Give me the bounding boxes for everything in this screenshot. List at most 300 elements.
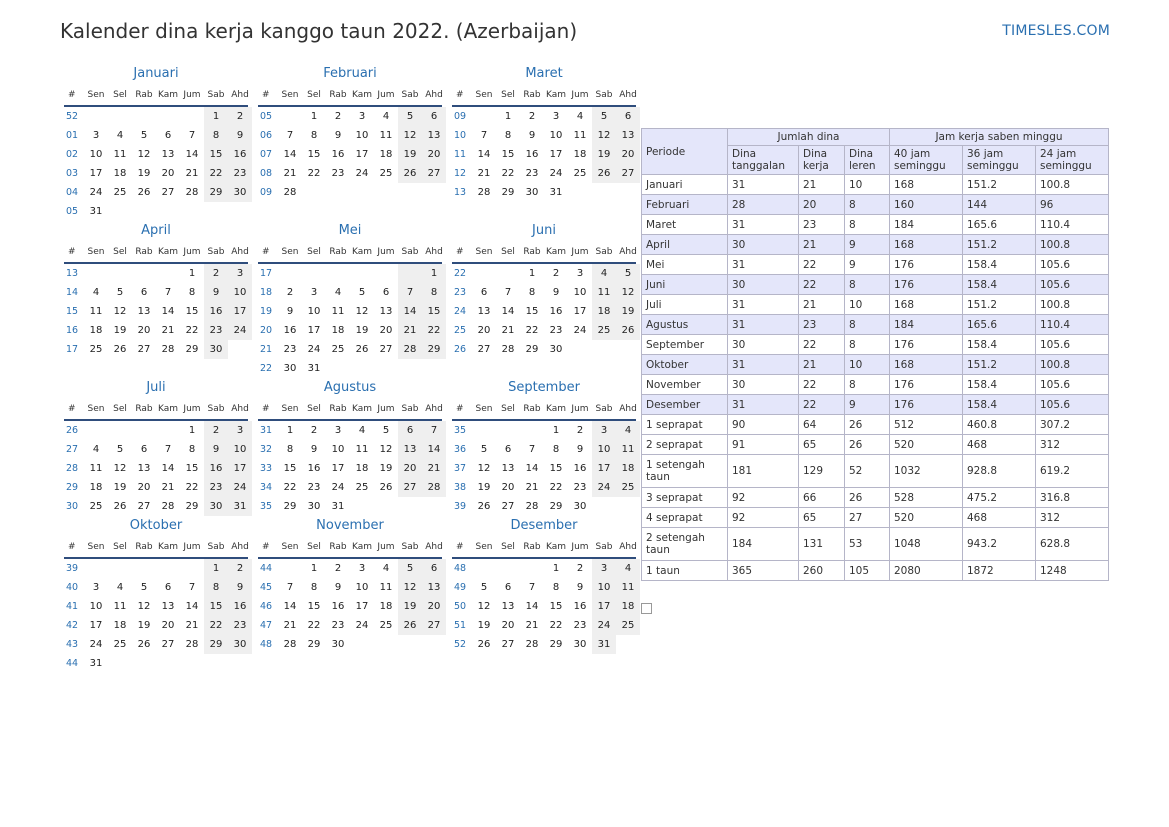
day-cell: 12 xyxy=(113,463,127,474)
weekday-header xyxy=(64,242,248,264)
weekday-label: Sen xyxy=(87,542,105,552)
week-number: 47 xyxy=(260,620,273,631)
day-cell: 25 xyxy=(331,344,345,355)
day-cell: 17 xyxy=(573,306,587,317)
period-label: Desember xyxy=(642,395,728,415)
day-cell: 5 xyxy=(382,425,390,436)
week-row xyxy=(452,459,636,478)
day-cell xyxy=(132,202,156,221)
day-cell: 9 xyxy=(334,582,342,593)
day-cell: 18 xyxy=(355,463,369,474)
table-row xyxy=(642,275,1109,295)
day-cell: 16 xyxy=(204,302,228,321)
day-cell: 10 xyxy=(228,440,252,459)
day-cell: 2 xyxy=(576,563,584,574)
day-cell: 5 xyxy=(116,287,124,298)
table-cell: 468 xyxy=(963,508,1036,528)
table-cell: 52 xyxy=(845,455,890,488)
week-row xyxy=(64,145,248,164)
day-cell: 17 xyxy=(228,302,252,321)
weekday-header xyxy=(258,85,442,107)
week-row xyxy=(452,440,636,459)
day-cell: 28 xyxy=(161,501,175,512)
day-cell xyxy=(374,359,398,378)
day-cell: 16 xyxy=(549,306,563,317)
period-label: 1 setengah taun xyxy=(642,455,728,488)
table-cell: 176 xyxy=(890,335,963,355)
day-cell: 9 xyxy=(228,578,252,597)
week-number: 46 xyxy=(260,601,273,612)
day-cell: 15 xyxy=(422,302,446,321)
day-cell: 26 xyxy=(398,616,422,635)
day-cell: 29 xyxy=(549,639,563,650)
week-row xyxy=(452,478,636,497)
day-cell xyxy=(616,183,640,202)
table-cell: 176 xyxy=(890,255,963,275)
week-row xyxy=(452,616,636,635)
week-row xyxy=(258,421,442,440)
weekday-label: Rab xyxy=(523,404,541,414)
period-label: 2 seprapat xyxy=(642,435,728,455)
table-cell: 10 xyxy=(845,295,890,315)
weekday-label: Sen xyxy=(475,542,493,552)
week-number: 30 xyxy=(66,501,79,512)
month-calendar xyxy=(64,63,248,221)
day-cell: 23 xyxy=(228,616,252,635)
day-cell: 23 xyxy=(549,325,563,336)
week-row xyxy=(64,302,248,321)
weekday-label: Ahd xyxy=(231,404,249,414)
month-title: Januari xyxy=(133,66,179,81)
day-cell: 27 xyxy=(161,639,175,650)
day-cell: 22 xyxy=(549,620,563,631)
weekday-label: Sel xyxy=(113,542,127,552)
table-cell: 260 xyxy=(799,561,845,581)
week-row xyxy=(258,497,442,516)
table-cell: 53 xyxy=(845,528,890,561)
week-number-header: # xyxy=(68,90,76,100)
day-cell: 29 xyxy=(185,501,199,512)
day-cell xyxy=(108,559,132,578)
table-cell: 151.2 xyxy=(963,235,1036,255)
week-row xyxy=(258,559,442,578)
day-cell: 15 xyxy=(525,306,539,317)
day-cell: 12 xyxy=(477,463,491,474)
week-number-header: # xyxy=(262,542,270,552)
day-cell: 29 xyxy=(204,183,228,202)
day-cell: 22 xyxy=(307,168,321,179)
day-cell: 13 xyxy=(422,126,446,145)
day-cell: 2 xyxy=(204,264,228,283)
day-cell xyxy=(228,340,252,359)
hours-group-header: Jam kerja saben minggu xyxy=(890,129,1109,146)
day-cell: 18 xyxy=(113,168,127,179)
table-cell: 110.4 xyxy=(1036,215,1109,235)
day-cell: 30 xyxy=(228,183,252,202)
table-cell: 160 xyxy=(890,195,963,215)
day-cell: 5 xyxy=(616,264,640,283)
table-row xyxy=(642,528,1109,561)
day-cell: 7 xyxy=(528,444,536,455)
weekday-label: Sen xyxy=(87,404,105,414)
day-cell: 14 xyxy=(501,306,515,317)
week-row xyxy=(452,340,636,359)
weekday-label: Sen xyxy=(281,404,299,414)
table-cell: 184 xyxy=(890,315,963,335)
day-cell: 1 xyxy=(552,563,560,574)
week-number: 09 xyxy=(454,111,467,122)
day-cell: 3 xyxy=(228,421,252,440)
week-number: 26 xyxy=(66,425,79,436)
day-cell: 11 xyxy=(89,463,103,474)
day-cell xyxy=(422,635,446,654)
day-cell: 18 xyxy=(331,325,345,336)
weekday-label: Jum xyxy=(377,247,395,257)
day-cell: 25 xyxy=(113,187,127,198)
table-row xyxy=(642,195,1109,215)
table-cell: 105 xyxy=(845,561,890,581)
day-cell: 13 xyxy=(501,601,515,612)
weekday-label: Sab xyxy=(595,90,613,100)
month-title: September xyxy=(508,380,580,395)
day-cell: 5 xyxy=(398,559,422,578)
day-cell: 16 xyxy=(228,145,252,164)
weekday-label: Rab xyxy=(135,90,153,100)
day-cell: 1 xyxy=(528,268,536,279)
day-cell xyxy=(520,421,544,440)
week-row xyxy=(452,145,636,164)
day-cell: 1 xyxy=(204,107,228,126)
weekday-label: Jum xyxy=(183,90,201,100)
day-cell: 11 xyxy=(113,149,127,160)
week-row xyxy=(258,107,442,126)
week-row xyxy=(64,578,248,597)
day-cell: 6 xyxy=(616,107,640,126)
week-row xyxy=(258,283,442,302)
day-cell: 1 xyxy=(310,563,318,574)
table-cell: 165.6 xyxy=(963,215,1036,235)
day-cell: 3 xyxy=(334,425,342,436)
weekday-label: Sab xyxy=(595,404,613,414)
site-brand-link[interactable]: TIMESLES.COM xyxy=(1002,23,1110,39)
day-cell: 28 xyxy=(477,187,491,198)
week-number: 24 xyxy=(454,306,467,317)
day-cell: 13 xyxy=(398,440,422,459)
day-cell xyxy=(374,497,398,516)
week-number: 07 xyxy=(260,149,273,160)
weekday-label: Ahd xyxy=(619,90,637,100)
week-row xyxy=(64,202,248,221)
day-cell: 27 xyxy=(477,344,491,355)
weekday-label: Jum xyxy=(571,542,589,552)
week-number: 06 xyxy=(260,130,273,141)
toggle-checkbox[interactable] xyxy=(641,603,652,614)
day-cell: 10 xyxy=(307,306,321,317)
day-cell: 21 xyxy=(477,168,491,179)
month-title: Juli xyxy=(146,380,166,395)
table-cell: 65 xyxy=(799,508,845,528)
day-cell: 16 xyxy=(307,463,321,474)
table-cell: 316.8 xyxy=(1036,488,1109,508)
day-cell: 15 xyxy=(307,601,321,612)
day-cell xyxy=(472,559,496,578)
day-cell: 9 xyxy=(204,283,228,302)
week-row xyxy=(452,321,636,340)
day-cell: 6 xyxy=(398,421,422,440)
table-cell: 151.2 xyxy=(963,175,1036,195)
day-cell: 7 xyxy=(188,130,196,141)
day-cell: 7 xyxy=(286,582,294,593)
day-cell: 16 xyxy=(228,597,252,616)
day-cell: 22 xyxy=(525,325,539,336)
weekday-label: Sab xyxy=(401,404,419,414)
week-number: 22 xyxy=(260,363,273,374)
day-cell xyxy=(108,421,132,440)
month-title: Mei xyxy=(338,223,362,238)
day-cell xyxy=(156,107,180,126)
table-cell: 90 xyxy=(728,415,799,435)
day-cell: 23 xyxy=(283,344,297,355)
week-row xyxy=(64,459,248,478)
day-cell: 8 xyxy=(552,582,560,593)
day-cell xyxy=(84,421,108,440)
day-cell: 13 xyxy=(161,149,175,160)
day-cell: 25 xyxy=(616,616,640,635)
week-number: 45 xyxy=(260,582,273,593)
table-cell: 100.8 xyxy=(1036,235,1109,255)
week-row xyxy=(64,164,248,183)
day-cell: 25 xyxy=(616,478,640,497)
day-cell: 10 xyxy=(592,440,616,459)
week-number: 05 xyxy=(66,206,79,217)
day-cell: 20 xyxy=(137,482,151,493)
table-cell: 365 xyxy=(728,561,799,581)
day-cell: 26 xyxy=(113,344,127,355)
day-cell: 3 xyxy=(310,287,318,298)
period-label: 2 setengah taun xyxy=(642,528,728,561)
table-cell: 64 xyxy=(799,415,845,435)
day-cell xyxy=(132,421,156,440)
day-cell: 27 xyxy=(501,501,515,512)
period-label: 3 seprapat xyxy=(642,488,728,508)
day-cell xyxy=(616,497,640,516)
table-cell: 92 xyxy=(728,508,799,528)
day-cell: 21 xyxy=(501,325,515,336)
day-cell: 20 xyxy=(422,145,446,164)
table-row xyxy=(642,435,1109,455)
week-row xyxy=(64,264,248,283)
day-cell: 15 xyxy=(549,463,563,474)
day-cell: 22 xyxy=(185,482,199,493)
table-cell: 9 xyxy=(845,255,890,275)
day-cell: 30 xyxy=(228,635,252,654)
week-row xyxy=(258,635,442,654)
day-cell: 3 xyxy=(592,559,616,578)
table-cell: 30 xyxy=(728,375,799,395)
week-row xyxy=(258,340,442,359)
day-cell: 11 xyxy=(616,578,640,597)
week-row xyxy=(452,283,636,302)
week-row xyxy=(452,578,636,597)
weekday-label: Kam xyxy=(157,404,179,414)
week-number: 09 xyxy=(260,187,273,198)
day-cell: 5 xyxy=(358,287,366,298)
week-row xyxy=(64,421,248,440)
day-cell: 1 xyxy=(310,111,318,122)
day-cell xyxy=(278,264,302,283)
period-label: September xyxy=(642,335,728,355)
weekday-header xyxy=(64,85,248,107)
week-number: 08 xyxy=(260,168,273,179)
week-number-header: # xyxy=(456,247,464,257)
weekday-label: Jum xyxy=(183,404,201,414)
day-cell xyxy=(398,183,422,202)
day-cell xyxy=(180,654,204,673)
week-row xyxy=(452,107,636,126)
day-cell xyxy=(422,359,446,378)
table-row xyxy=(642,488,1109,508)
table-cell: 8 xyxy=(845,375,890,395)
table-cell: 176 xyxy=(890,275,963,295)
day-cell: 23 xyxy=(331,620,345,631)
table-cell: 31 xyxy=(728,315,799,335)
table-cell: 22 xyxy=(799,255,845,275)
weekday-label: Ahd xyxy=(425,404,443,414)
day-cell: 19 xyxy=(113,482,127,493)
day-cell: 7 xyxy=(398,283,422,302)
weekday-label: Rab xyxy=(135,404,153,414)
day-cell: 23 xyxy=(573,620,587,631)
day-cell: 21 xyxy=(161,482,175,493)
month-title: Februari xyxy=(323,66,377,81)
weekday-label: Sel xyxy=(307,90,321,100)
table-cell: 628.8 xyxy=(1036,528,1109,561)
day-cell: 10 xyxy=(355,582,369,593)
day-cell: 5 xyxy=(140,130,148,141)
weekday-label: Sen xyxy=(475,404,493,414)
day-cell: 26 xyxy=(616,321,640,340)
weekday-label: Rab xyxy=(135,542,153,552)
day-cell: 9 xyxy=(286,306,294,317)
day-cell: 13 xyxy=(501,463,515,474)
period-label: 4 seprapat xyxy=(642,508,728,528)
day-cell: 2 xyxy=(204,421,228,440)
day-cell: 26 xyxy=(137,187,151,198)
day-cell: 16 xyxy=(525,149,539,160)
day-cell: 4 xyxy=(92,287,100,298)
day-cell: 12 xyxy=(137,149,151,160)
table-cell: 129 xyxy=(799,455,845,488)
day-cell: 30 xyxy=(331,639,345,650)
week-number: 02 xyxy=(66,149,79,160)
week-row xyxy=(452,183,636,202)
week-number: 44 xyxy=(260,563,273,574)
day-cell xyxy=(568,183,592,202)
table-cell: 26 xyxy=(845,435,890,455)
table-cell: 31 xyxy=(728,355,799,375)
week-number: 37 xyxy=(454,463,467,474)
day-cell: 27 xyxy=(379,344,393,355)
day-cell xyxy=(398,635,422,654)
weekday-label: Kam xyxy=(351,90,373,100)
table-cell: 21 xyxy=(799,355,845,375)
day-cell: 8 xyxy=(552,444,560,455)
week-number: 14 xyxy=(66,287,79,298)
table-cell: 22 xyxy=(799,375,845,395)
table-cell: 528 xyxy=(890,488,963,508)
day-cell: 2 xyxy=(334,563,342,574)
day-cell: 12 xyxy=(592,126,616,145)
day-cell: 2 xyxy=(228,107,252,126)
table-cell: 1872 xyxy=(963,561,1036,581)
day-cell: 7 xyxy=(164,287,172,298)
week-row xyxy=(64,559,248,578)
weekday-label: Sel xyxy=(501,247,515,257)
day-cell: 23 xyxy=(204,321,228,340)
table-row xyxy=(642,255,1109,275)
day-cell: 6 xyxy=(140,444,148,455)
day-cell: 24 xyxy=(89,187,103,198)
day-cell: 25 xyxy=(89,344,103,355)
week-number: 19 xyxy=(260,306,273,317)
day-cell: 22 xyxy=(549,482,563,493)
day-cell: 3 xyxy=(358,563,366,574)
table-cell: 520 xyxy=(890,508,963,528)
day-cell: 28 xyxy=(422,478,446,497)
day-cell: 4 xyxy=(92,444,100,455)
day-cell: 16 xyxy=(573,601,587,612)
day-cell: 7 xyxy=(188,582,196,593)
day-cell: 24 xyxy=(355,620,369,631)
day-cell: 23 xyxy=(573,482,587,493)
day-cell: 15 xyxy=(204,597,228,616)
day-cell: 9 xyxy=(310,444,318,455)
table-cell: 181 xyxy=(728,455,799,488)
day-cell xyxy=(398,359,422,378)
table-cell: 151.2 xyxy=(963,355,1036,375)
month-title: Agustus xyxy=(323,380,377,395)
week-number: 20 xyxy=(260,325,273,336)
day-cell: 8 xyxy=(422,283,446,302)
day-cell xyxy=(398,497,422,516)
week-number: 38 xyxy=(454,482,467,493)
day-cell: 19 xyxy=(477,482,491,493)
day-cell: 9 xyxy=(204,440,228,459)
week-number: 41 xyxy=(66,601,79,612)
day-cell: 24 xyxy=(592,478,616,497)
week-number-header: # xyxy=(456,90,464,100)
day-cell: 7 xyxy=(504,287,512,298)
table-cell: 100.8 xyxy=(1036,295,1109,315)
day-cell: 15 xyxy=(204,145,228,164)
day-cell: 11 xyxy=(89,306,103,317)
month-title: Desember xyxy=(510,518,578,533)
table-row xyxy=(642,335,1109,355)
day-cell: 20 xyxy=(161,168,175,179)
week-row xyxy=(64,597,248,616)
day-cell: 17 xyxy=(592,597,616,616)
day-cell: 17 xyxy=(549,149,563,160)
sub-header-calendar-days: Dina tanggalan xyxy=(728,146,799,175)
day-cell: 10 xyxy=(89,601,103,612)
day-cell: 12 xyxy=(113,306,127,317)
week-number: 34 xyxy=(260,482,273,493)
table-cell: 66 xyxy=(799,488,845,508)
day-cell: 15 xyxy=(185,306,199,317)
day-cell: 30 xyxy=(573,501,587,512)
day-cell: 11 xyxy=(592,283,616,302)
page-title: Kalender dina kerja kanggo taun 2022. (Azerbaijan) xyxy=(60,19,578,43)
